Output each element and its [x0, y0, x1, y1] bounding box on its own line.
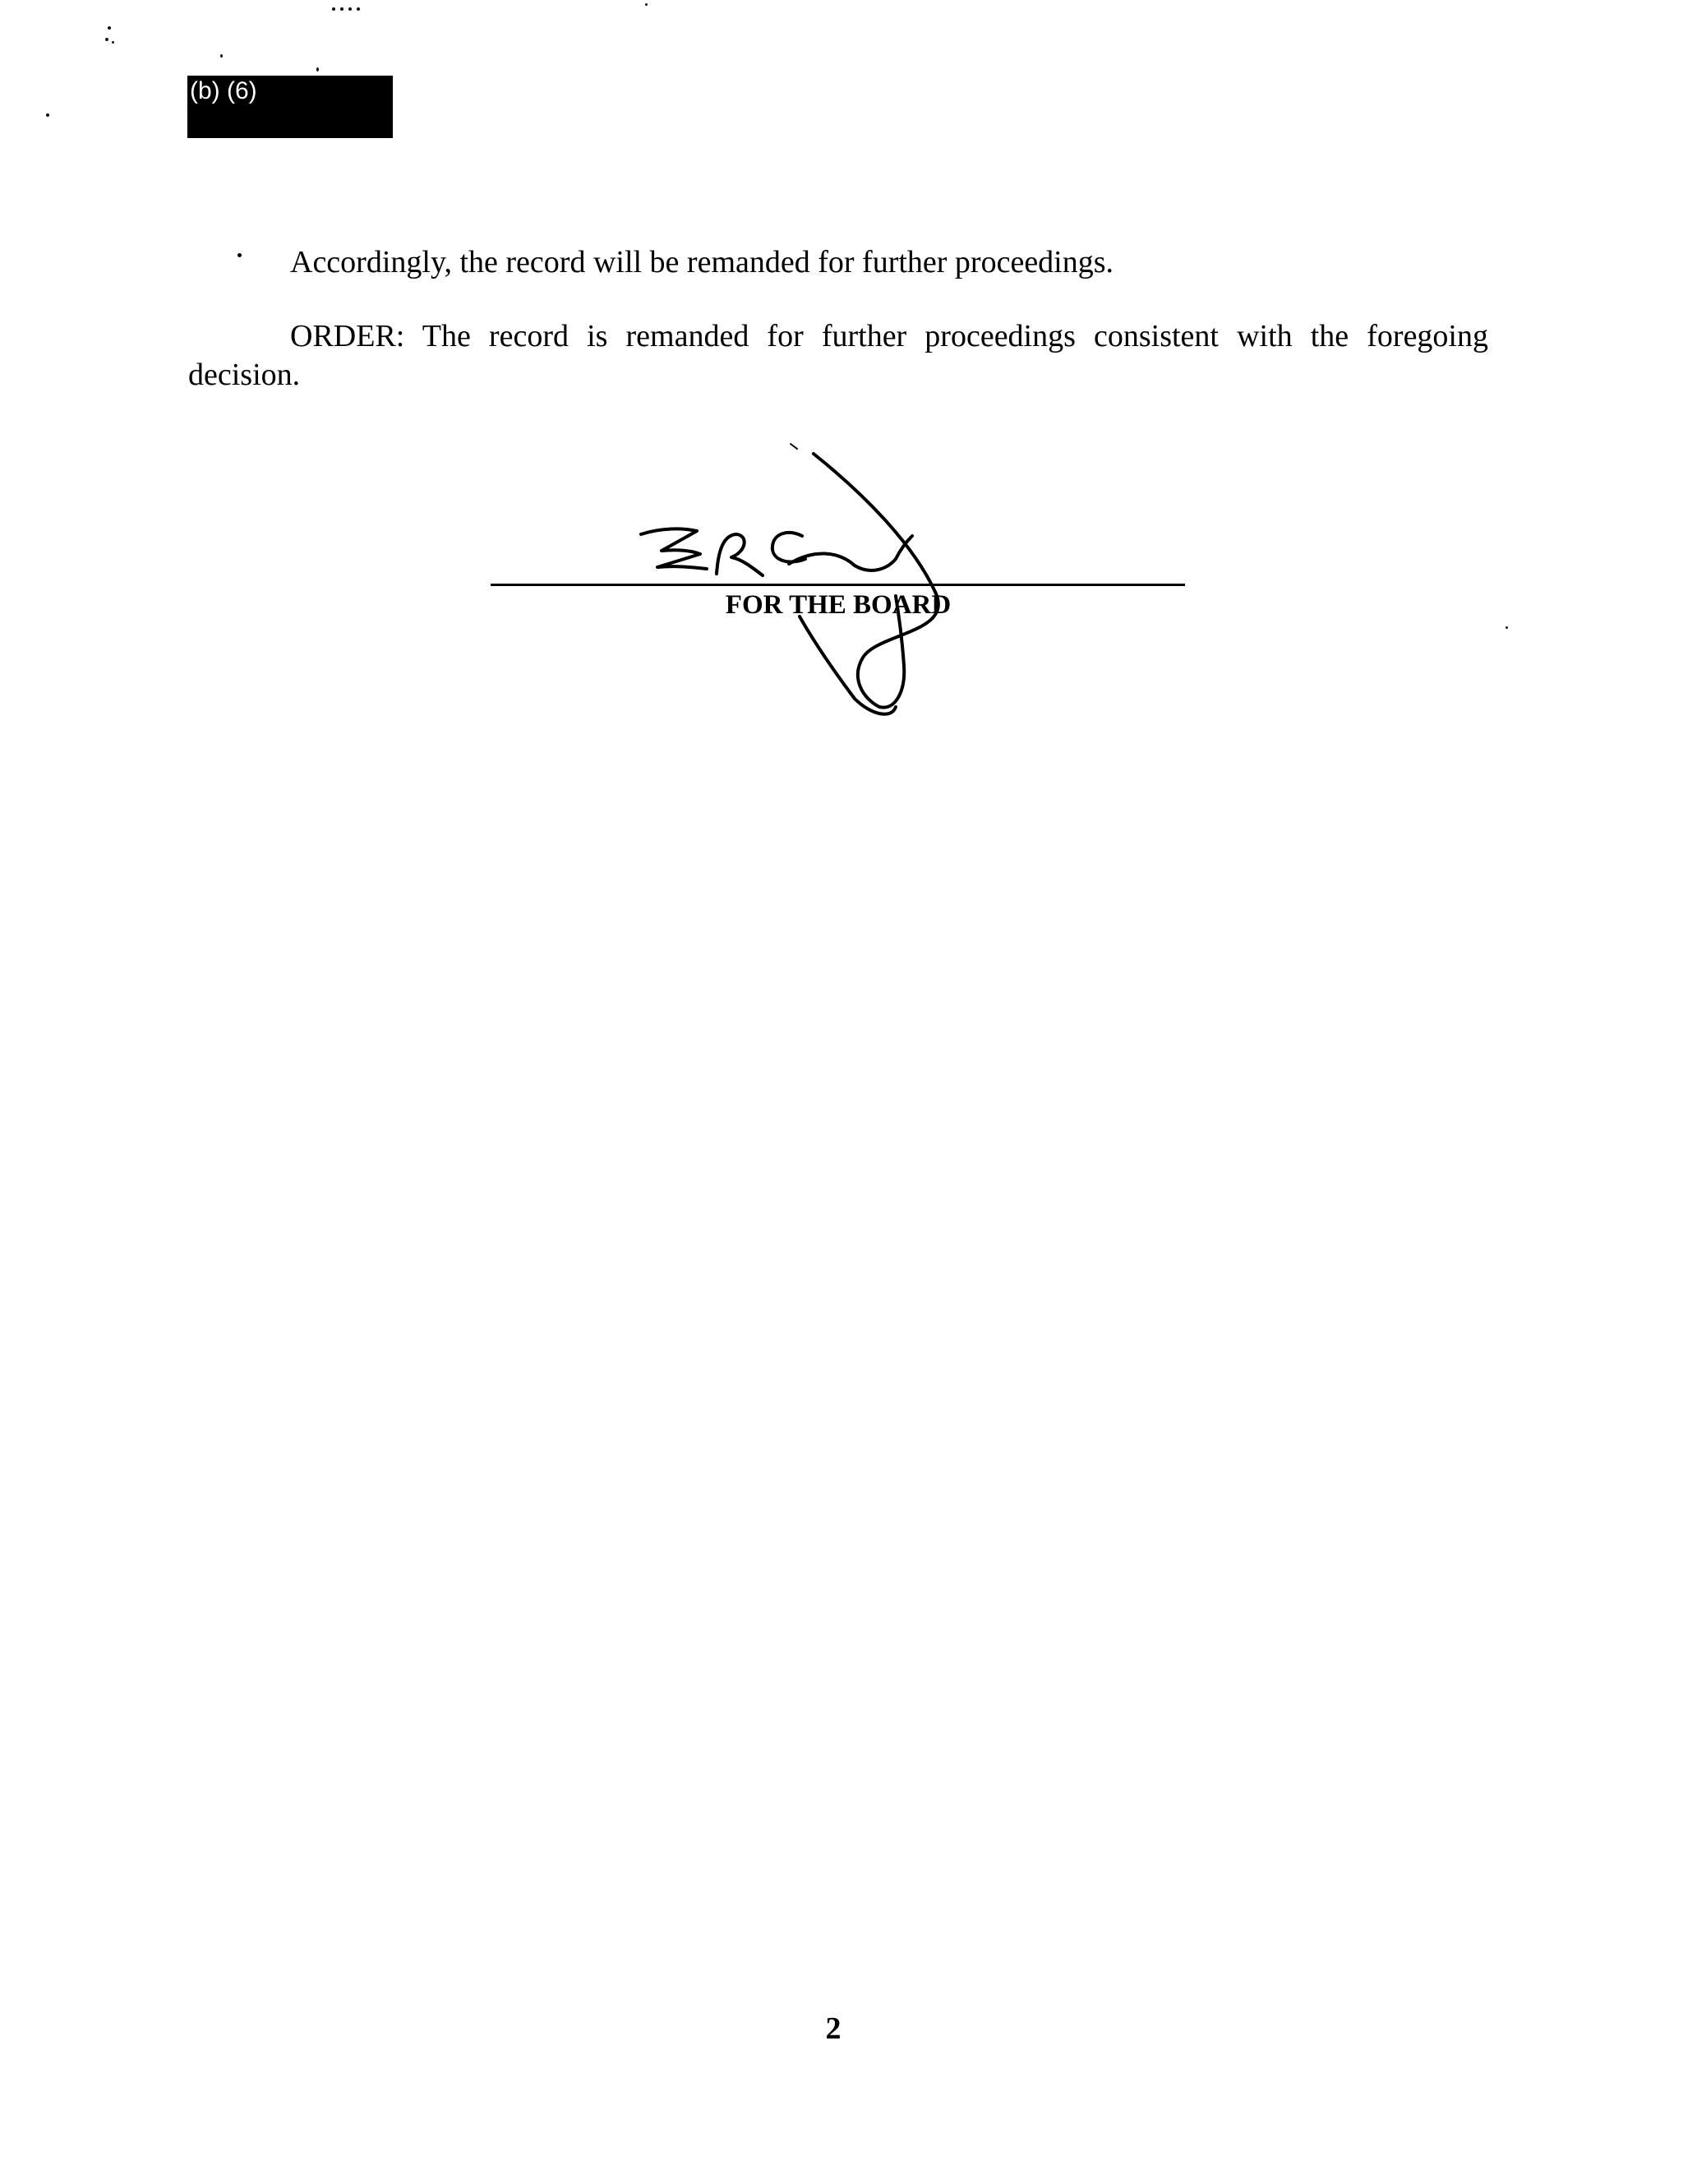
paragraph-order: ORDER: The record is remanded for further proceedings consistent with the foregoing decision. — [188, 319, 1488, 392]
handwritten-signature — [485, 427, 1192, 723]
scan-speck — [357, 7, 360, 11]
signature-block — [485, 427, 1192, 723]
scan-speck — [1505, 626, 1508, 629]
scan-speck — [220, 54, 223, 58]
scan-speck — [112, 41, 114, 44]
scan-speck — [316, 67, 319, 72]
scan-speck — [46, 113, 49, 117]
redaction-label: (b) (6) — [190, 77, 257, 104]
signature-caption: FOR THE BOARD — [725, 590, 952, 620]
scan-speck — [348, 7, 352, 11]
scan-speck — [340, 7, 344, 11]
stray-mark — [237, 253, 242, 257]
redaction-box — [187, 76, 393, 138]
paragraph-remand: Accordingly, the record will be remanded for further proceedings. — [290, 245, 1114, 279]
scan-speck — [332, 7, 335, 11]
page-number: 2 — [825, 2011, 842, 2046]
scan-speck — [108, 26, 111, 30]
scan-speck — [645, 3, 648, 6]
scan-speck — [105, 38, 108, 41]
